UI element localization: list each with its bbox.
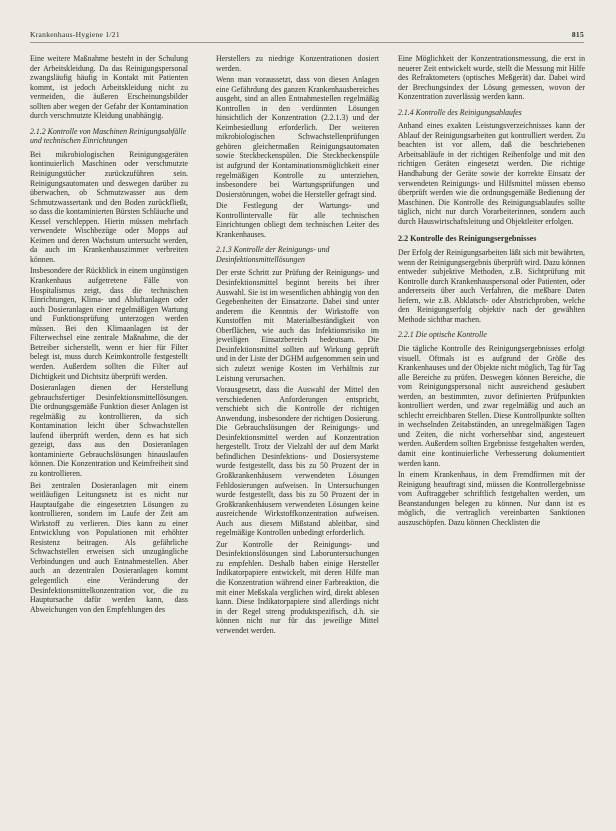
- paragraph: In einem Krankenhaus, in dem Fremdfirmen mit der Reinigung beauftragt sind, müssen die Kontrollergebnisse vom Auftraggeber schriftlich festgehalten werden, um Beanstandungen belegen zu können. Nur dann ist es möglich, die vertraglich vereinbarten Sanktionen auszuschöpfen. Dazu können Checklisten die: [398, 470, 585, 527]
- paragraph: Wenn man voraussetzt, dass von diesen Anlagen eine Gefährdung des ganzen Krankenhausbereiches ausgeht, sind an allen Entnahmestellen regelmäßig Kontrollen in den verdünnten Lösungen hinsichtlich der Konzentration (2.2.1.3) und der Keimbesiedlung erforderlich. Der weiteren mikrobiologischen Schwachstellenprüfungen gehören gleichermaßen Reinigungsautomaten sowie Steckbeckenspülen. Die Steckbeckenspüle ist aufgrund der Kontaminationsmöglichkeit einer regelmäßigen Kontrolle zu unterziehen, insbesondere bei Wartungsprüfungen und Dosierstörungen, wobei die Hersteller gefragt sind.: [216, 75, 379, 199]
- text-column-middle: [216, 54, 379, 824]
- text-column-right: [398, 54, 585, 824]
- section-heading: 2.1.4 Kontrolle des Reinigungsablaufes: [398, 107, 522, 117]
- paragraph: Die Festlegung der Wartungs- und Kontrollintervalle für alle technischen Einrichtungen obliegt dem technischen Leiter des Krankenhauses.: [216, 201, 379, 239]
- section-heading: 2.2 Kontrolle des Reinigungsergebnisses: [398, 234, 537, 244]
- paragraph: Bei zentralen Dosieranlagen mit einem weitläufigen Leitungsnetz ist es nicht nur Hauptaufgabe die eingesetzten Lösungen zu kontrollieren, sondern im Laufe der Zeit am Wirkstoff zu verlieren. Dies kann zu einer Entwicklung von Populationen mit erhöhter Resistenz beitragen. Als gefährliche Schwachstellen erweisen sich unzugängliche Verbindungen und auch Entnahmestellen. Aber auch an dezentralen Dosieranlagen kommt gelegentlich eine Veränderung der Desinfektionsmittelkonzentration vor, die zu Hauptursache dafür werden kann, dass Abweichungen von den Empfehlungen des: [30, 480, 188, 614]
- section-heading: 2.1.3 Kontrolle der Reinigungs- und Desinfektionsmittellösungen: [216, 245, 330, 264]
- paragraph: Dosieranlagen dienen der Herstellung gebrauchsfertiger Desinfektionsmittellösungen. Die ordnungsgemäße Funktion dieser Anlagen ist regelmäßig zu kontrollieren, da sich Kontamination leicht über Schwachstellen laufend überprüft werden, denn es hat sich gezeigt, dass aus den Dosieranlagen kontaminierte Gebrauchslösungen hinauslaufen können. Die Konzentration und Keimfreiheit sind zu kontrollieren.: [30, 383, 188, 478]
- paragraph: Bei mikrobiologischen Reinigungsgeräten kontinuierlich Maschinen oder verschmutzte Reinigungstücher zurückzuführen sein. Reinigungsautomaten und deswegen darüber zu überwachen, ob Schmutzwasser aus dem Schmutzwassertank und den Boden zurückfließt, so dass die kontaminierten Bürsten Schläuche und Kessel verschleppen. Hierin müssen mehrfach verwendete Wischbezüge oder Mopps auf Keimen und deren Wachstum untersucht werden, da auch im Krankenhauszimmer verbreiten können.: [30, 149, 188, 264]
- paragraph: Der erste Schritt zur Prüfung der Reinigungs- und Desinfektionsmittel beginnt bereits bei ihrer Auswahl. Sie ist im wesentlichen abhängig von den Gegebenheiten der Einsatzorte. Dabei sind unter anderem die Kenntnis der Wirkstoffe von Kunstoffen mit Materialbeständigkeit von Oberflächen, wie auch das Infektionsrisiko im jeweiligen Einsatzbereich bedeutsam. Die Desinfektionsmittel sollten auf Wirkung geprüft und in der Liste der DGHM aufgenommen sein und sich zuletzt wenige Kosten im Verhältnis zur Leistung verursachen.: [216, 268, 379, 383]
- section-heading: 2.1.2 Kontrolle von Maschinen Reinigungsabfälle und technischen Einrichtungen: [30, 126, 187, 146]
- text-column-left: [30, 54, 188, 824]
- paragraph: Vorausgesetzt, dass die Auswahl der Mittel den verschiedenen Anforderungen entspricht, verschiebt sich die Kontrolle der richtigen Anwendung, insbesondere der richtigen Dosierung. Die Gebrauchslösungen der Reinigungs- und Desinfektionsmittel werden auf Konzentration hergestellt. Trotz der Vielzahl der auf dem Markt befindlichen Desinfektions- und Dosiersysteme wurde festgestellt, dass bis zu 50 Prozent der in Großkrankenhäusern verwendeten Lösungen Fehldosierungen aufweisen. In Untersuchungen wurde festgestellt, dass bis zu 50 Prozent der in Großkrankenhäusern verwendeten Lösungen keine ausreichende Wirkstoffkonzentration aufweisen. Auch aus diesem Mißstand ableitbar, sind regelmäßige Kontrollen unbedingt erforderlich.: [216, 385, 379, 538]
- paragraph: Der Erfolg der Reinigungsarbeiten läßt sich mit bewährten, wenn der Reinigungsergebnis überprüft wird. Dazu können entweder subjektive Methoden, z.B. Sichtprüfung mit Kontrolle durch Krankenhauspersonal oder Patienten, oder andererseits über auch Verfahren, die meßbare Daten liefern, wie z.B. Abklatsch- oder Abstrichproben, welche den Reinigungserfolg objektiv nach der gewählten Methode sichtbar machen.: [398, 248, 585, 324]
- section-heading: 2.2.1 Die optische Kontrolle: [398, 330, 487, 340]
- paragraph: Eine weitere Maßnahme besteht in der Schulung der Arbeitskleidung. Da das Reinigungspersonal zwangsläufig häufig in Kontakt mit Patienten kommt, ist jedoch Arbeitskleidung nicht zu vermeiden, die äußeren Erscheinungsbilder sollten aber wegen der Gefahr der Kontamination durch verschmutzte Kleidung unabhängig.: [30, 54, 188, 121]
- page-number: 815: [571, 30, 584, 39]
- paragraph: Eine Möglichkeit der Konzentrationsmessung, die erst in neuerer Zeit entwickelt wurde, stellt die Messung mit Hilfe des Refraktometers (optisches Meßgerät) dar. Dabei wird der Brechungsindex der Lösung gemessen, wovon der Konzentration zuverlässig werden kann.: [398, 54, 585, 102]
- paragraph: Die tägliche Kontrolle des Reinigungsergebnisses erfolgt visuell. Oftmals ist es aufgrund der Größe des Krankenhauses und der Objekte nicht möglich, Tag für Tag alle Bereiche zu prüfen. Deswegen können Bereiche, die vom Reinigungspersonal nicht ausreichend gesäubert werden, an bestimmten, zuvor definierten Prüfpunkten kontrolliert werden, und zwar regelmäßig und auch an schlecht erreichbaren Stellen. Diese Kontrollpunkte sollten in wechselnden Zeitabständen, an unregelmäßigen Tagen und Zeiten, die nicht vorhersehbar sind, angesteuert werden. Außerdem sollten Ergebnisse festgehalten werden, damit eine kontinuierliche Verbesserung dokumentiert werden kann.: [398, 344, 585, 468]
- paragraph: Anhand eines exakten Leistungsverzeichnisses kann der Ablauf der Reinigungsarbeiten gut kontrolliert werden. Zu beachten ist vor allem, daß die beschriebenen Arbeitsabläufe in der richtigen Reihenfolge und mit den richtigen Geräten eingesetzt werden. Die richtige Handhabung der Geräte sowie der korrekte Einsatz der verwendeten Reinigungs- und Hilfsmittel müssen ebenso überprüft werden wie die ordnungsgemäße Bedienung der Maschinen. Die Kontrolle des Reinigungsablaufes sollte täglich, nicht nur durch Vorarbeiterinnen, sondern auch durch Hauswirtschaftsleitung und Objektleiter erfolgen.: [398, 121, 585, 226]
- paragraph: Herstellers zu niedrige Konzentrationen dosiert werden.: [216, 54, 379, 73]
- paragraph: Zur Kontrolle der Reinigungs- und Desinfektionslösungen sind Laboruntersuchungen zu empfehlen. Deshalb haben einige Hersteller Indikatorpapiere entwickelt, mit deren Hilfe man die Konzentration während einer Farbreaktion, die mit einer Meßskala verglichen wird, direkt ablesen kann. Diese Indikatorpapiere sind allerdings nicht in der Regel streng produktspezifisch, d.h. sie können nicht nur für das jeweilige Mittel verwendet werden.: [216, 539, 379, 635]
- paragraph: Insbesondere der Rückblick in einem ungünstigen Krankenhaus aufgetretene Fälle von Hospitalismus zeigt, dass die technischen Einrichtungen, Klima- und Abluftanlagen oder auch Dosieranlagen einer regelmäßigen Wartung und Funktionsprüfung unterzogen werden müssen. Bei den Klimaanlagen ist der Filterwechsel eine zentrale Maßnahme, die der Betreiber sicherstellt, wenn er hier für Filter belegt ist, muss durch Keimkontrolle festgestellt werden. Außerdem sollten die Filter auf Dichtigkeit und Dichtsitz überprüft werden.: [30, 266, 188, 381]
- running-header: [30, 30, 584, 43]
- journal-title: Krankenhaus-Hygiene 1/21: [30, 30, 120, 39]
